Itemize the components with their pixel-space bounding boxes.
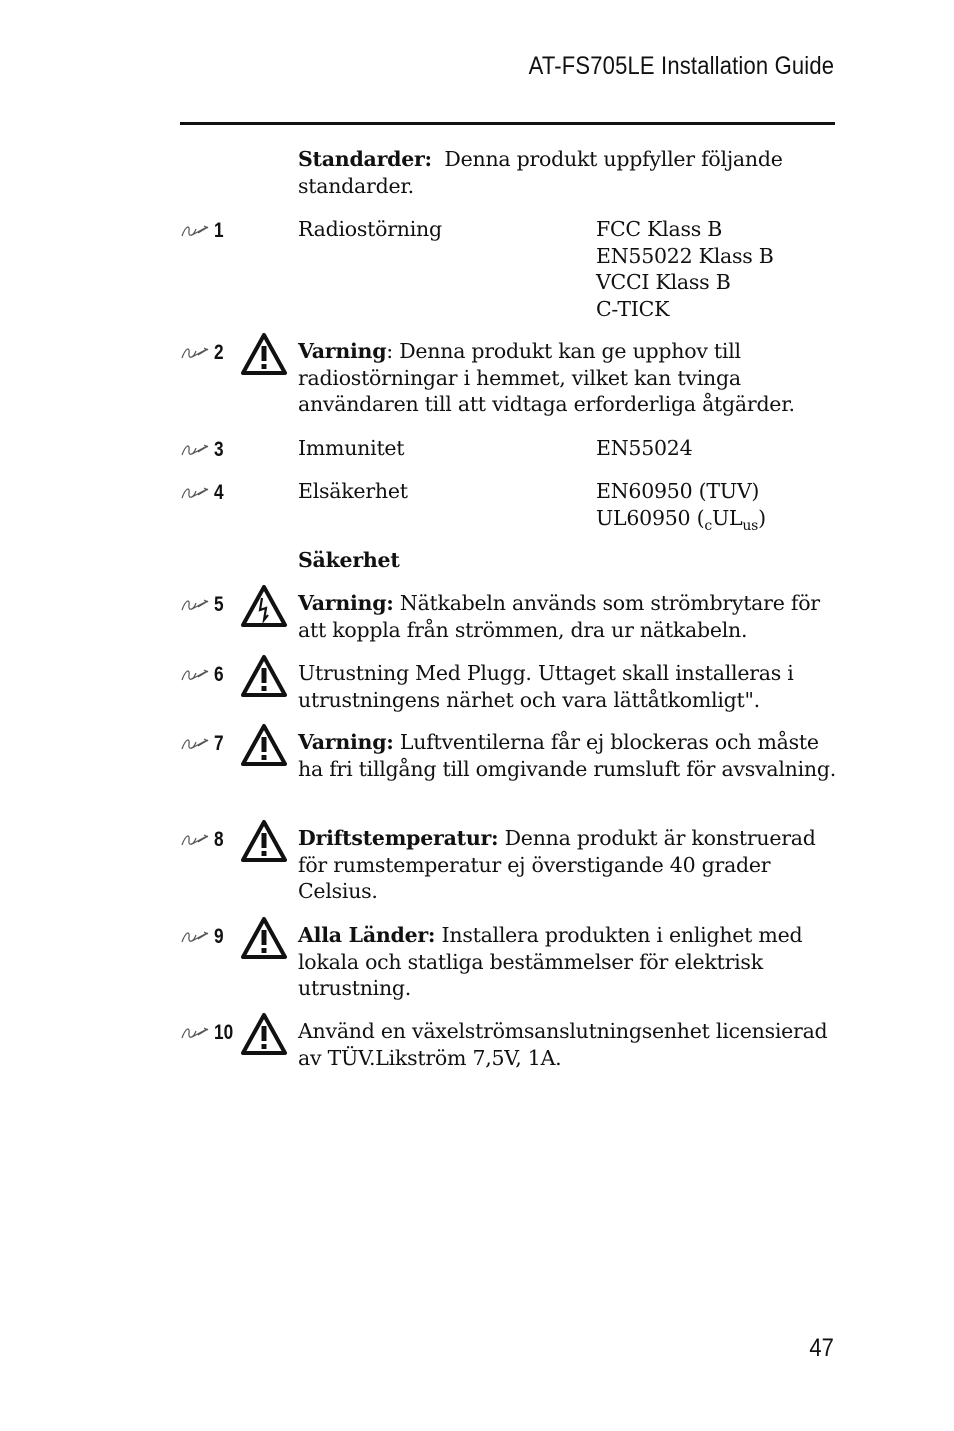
- row-label: Elsäkerhet: [298, 479, 408, 503]
- row-values: [596, 435, 846, 462]
- pencil-marker-icon: [180, 1025, 210, 1041]
- row-number: 1: [214, 219, 224, 242]
- page-number: 47: [809, 1334, 834, 1362]
- warning-label: Driftstemperatur:: [298, 826, 499, 850]
- intro-text: Denna produkt uppfyller följande standarder.: [298, 147, 783, 198]
- value-line: EN55024: [596, 436, 693, 460]
- row-marker: [180, 594, 226, 615]
- warning-triangle-icon: [240, 1012, 288, 1056]
- value-line: EN55022 Klass B: [596, 243, 774, 268]
- row-marker: [180, 482, 226, 503]
- intro-label: Standarder:: [298, 147, 432, 171]
- pencil-marker-icon: [180, 832, 210, 848]
- row-text: [298, 729, 838, 782]
- row-number: 4: [214, 481, 224, 504]
- warning-text: Nätkabeln används som strömbrytare för att koppla från strömmen, dra ur nätkabeln.: [298, 591, 820, 642]
- row-text: [298, 825, 838, 905]
- row-number: 9: [214, 925, 224, 948]
- section-heading: Säkerhet: [298, 548, 400, 572]
- warning-label: Varning:: [298, 730, 394, 754]
- row-text: [298, 922, 838, 1002]
- row-marker: [180, 220, 226, 241]
- value-line: EN60950 (TUV): [596, 479, 760, 503]
- row-number: 7: [214, 732, 224, 755]
- pencil-marker-icon: [180, 223, 210, 239]
- value-line: FCC Klass B: [596, 217, 723, 241]
- row-values: [596, 478, 846, 534]
- pencil-marker-icon: [180, 485, 210, 501]
- row-number: 5: [214, 593, 224, 616]
- warning-text: Denna produkt är konstruerad för rumstemperatur ej överstigande 40 grader Celsius.: [298, 826, 816, 903]
- pencil-marker-icon: [180, 736, 210, 752]
- pencil-marker-icon: [180, 597, 210, 613]
- row-number: 3: [214, 438, 224, 461]
- row-number: 2: [214, 341, 224, 364]
- warning-text: Installera produkten i enlighet med lokala och statliga bestämmelser för elektrisk utrustning.: [298, 923, 803, 1000]
- row-values: [596, 216, 846, 322]
- pencil-marker-icon: [180, 929, 210, 945]
- row-text: [298, 338, 838, 418]
- warning-triangle-icon: [240, 916, 288, 960]
- row-marker: [180, 342, 226, 363]
- row-marker: [180, 439, 226, 460]
- pencil-marker-icon: [180, 667, 210, 683]
- row-marker: [180, 829, 226, 850]
- row-number: 8: [214, 828, 224, 851]
- row-label: Radiostörning: [298, 217, 442, 241]
- pencil-marker-icon: [180, 442, 210, 458]
- warning-label: Varning:: [298, 591, 394, 615]
- row-label: Immunitet: [298, 436, 405, 460]
- warning-label: Varning: [298, 339, 387, 363]
- row-number: 6: [214, 663, 224, 686]
- warning-label: Alla Länder:: [298, 923, 436, 947]
- electric-shock-warning-icon: [240, 584, 288, 628]
- warning-triangle-icon: [240, 723, 288, 767]
- row-marker: [180, 926, 226, 947]
- row-number: 10: [214, 1021, 234, 1044]
- header-rule: [180, 122, 835, 125]
- pencil-marker-icon: [180, 345, 210, 361]
- row-text: Använd en växelströmsanslutningsenhet licensierad av TÜV.Likström 7,5V, 1A.: [298, 1019, 828, 1070]
- value-line: UL60950 $(_cUL_{us})$: [596, 505, 766, 534]
- page-header-title: AT-FS705LE Installation Guide: [528, 52, 834, 80]
- row-marker: [180, 733, 226, 754]
- row-text: [298, 590, 838, 643]
- row-marker: [180, 664, 226, 685]
- warning-triangle-icon: [240, 654, 288, 698]
- warning-text: : Denna produkt kan ge upphov till radiostörningar i hemmet, vilket kan tvinga användaren till att vidtaga erforderliga åtgärder.: [298, 339, 795, 416]
- warning-text: Luftventilerna får ej blockeras och måste ha fri tillgång till omgivande rumsluft för avsvalning.: [298, 730, 836, 781]
- value-line: VCCI Klass B: [596, 270, 731, 294]
- warning-triangle-icon: [240, 332, 288, 376]
- value-line: C-TICK: [596, 296, 670, 321]
- warning-triangle-icon: [240, 819, 288, 863]
- row-marker: [180, 1022, 237, 1043]
- row-text: Utrustning Med Plugg. Uttaget skall installeras i utrustningens närhet och vara lättåtkomligt".: [298, 661, 794, 712]
